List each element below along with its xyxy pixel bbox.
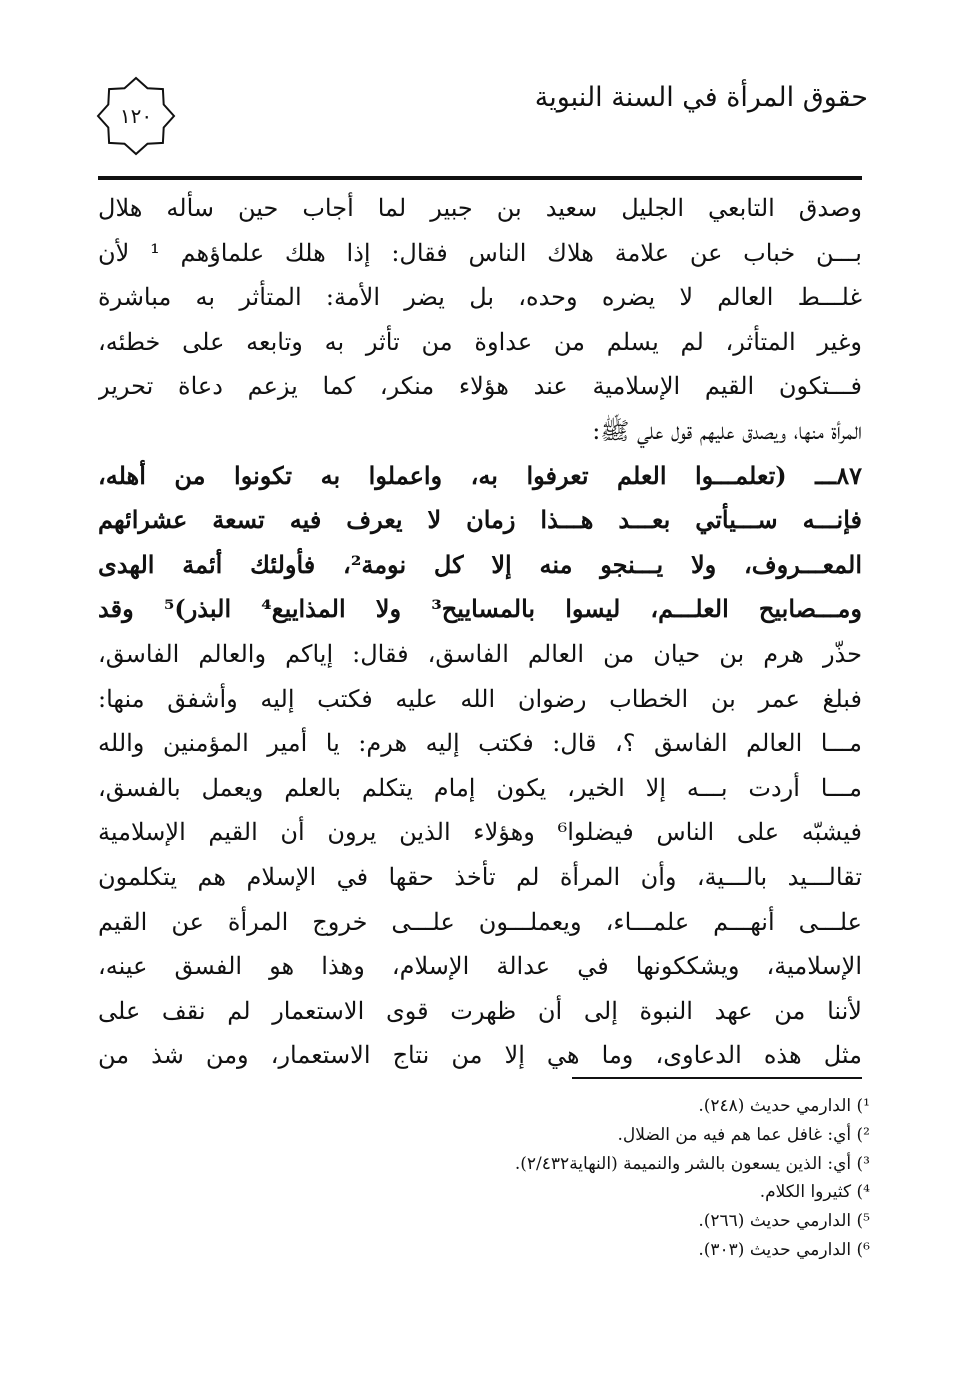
footnotes (350, 1092, 870, 1265)
body-line: فـــتكون القيم الإسلامية عند هؤلاء منكر، كما يزعم دعاة تحرير (98, 372, 862, 401)
body-line: حذّر هرم بن حيان من العالم الفاسق، فقال: إياكم والعالم الفاسق، (98, 639, 862, 668)
body-line: لأننا من عهد النبوة إلى أن ظهرت قوى الاستعمار لم نقف على (98, 996, 862, 1025)
hadith-line: فإنـــه ســـيأتي بعـــد هـــذا زمان لا يعرف فيه تسعة عشرائهم (98, 505, 862, 535)
body-line: تقالـــيد بالـــية، وأن المرأة لم تأخذ حقها في الإسلام هم يتكلمون (98, 862, 862, 891)
body-line: فبلغ عمر بن الخطاب رضوان الله عليه فكتب إليه وأشفق منها: (98, 684, 862, 713)
body-line: غلـــط العالم لا يضره وحده، بل يضر الأمة: المتأثر به مباشرة (98, 283, 862, 312)
body-line: علـــى أنهـــم علمـــاء، ويعملـــون علـــى خروج المرأة عن القيم (98, 907, 862, 936)
running-header-title: حقوق المرأة في السنة النبوية (534, 82, 868, 113)
body-line: فيشبّه على الناس فيضلوا⁶ وهؤلاء الذين يرون أن القيم الإسلامية (98, 818, 862, 847)
footnote: ³) أي: الذين يسعون بالشر والنميمة (النهاية٢/٤٣٢). (514, 1153, 870, 1174)
body-line: المرأة منها، ويصدق عليهم قول علي ﷺ: (592, 416, 862, 445)
body-line: وغير المتأثر، لم يسلم من عداوة من تأثر به وتابعه على خطئه، (98, 327, 862, 356)
footnote: ²) أي: غافل عما هم فيه من الضلال. (617, 1124, 870, 1145)
hadith-line: ٨٧ـــ (تعلمـــوا العلم تعرفوا به، واعملوا به تكونوا من أهله، (98, 460, 862, 490)
page-number: ١٢٠ (119, 104, 153, 128)
body-line: مـــا العالم الفاسق ؟، قال: فكتب إليه هرم: يا أمير المؤمنين والله (98, 729, 862, 758)
footnote: ¹) الدارمي حديث (٢٤٨). (698, 1096, 870, 1116)
hadith-line: المعـــروف، ولا يـــنجو منه إلا كل نومة²، فأولئك أئمة الهدى (98, 549, 862, 579)
body-line: بـــن خباب عن علامة هلاك الناس فقال: إذا هلك علماؤهم ¹ لأن (98, 238, 862, 267)
body-line: الإسلامية، ويشككونها في عدالة الإسلام، وهذا هو الفسق عينه، (98, 952, 862, 981)
hadith-line: ومـــصابيح العلـــم، ليسوا بالمساييح³ ولا المذاييع⁴ البذر)⁵ وقد (98, 594, 862, 624)
body-line: وصدق التابعي الجليل سعيد بن جبير لما أجاب حين سأله هلال (98, 194, 862, 222)
footnote: ⁵) الدارمي حديث (٢٦٦). (698, 1211, 870, 1232)
body-line: مـــا أردت بـــه إلا الخير، يكون إمام يتكلم بالعلم ويعمل بالفسق، (98, 773, 862, 802)
footnote: ⁴) كثيروا الكلام. (759, 1182, 870, 1203)
footnote: ⁶) الدارمي حديث (٣٠٣). (698, 1239, 870, 1260)
footnote-divider (572, 1077, 862, 1079)
body-text (98, 186, 862, 1078)
page-number-badge (96, 76, 176, 156)
body-line: مثل هذه الدعاوى، وما هي إلا من نتاج الاستعمار، ومن شذ من (98, 1041, 862, 1070)
header-divider (98, 176, 862, 180)
